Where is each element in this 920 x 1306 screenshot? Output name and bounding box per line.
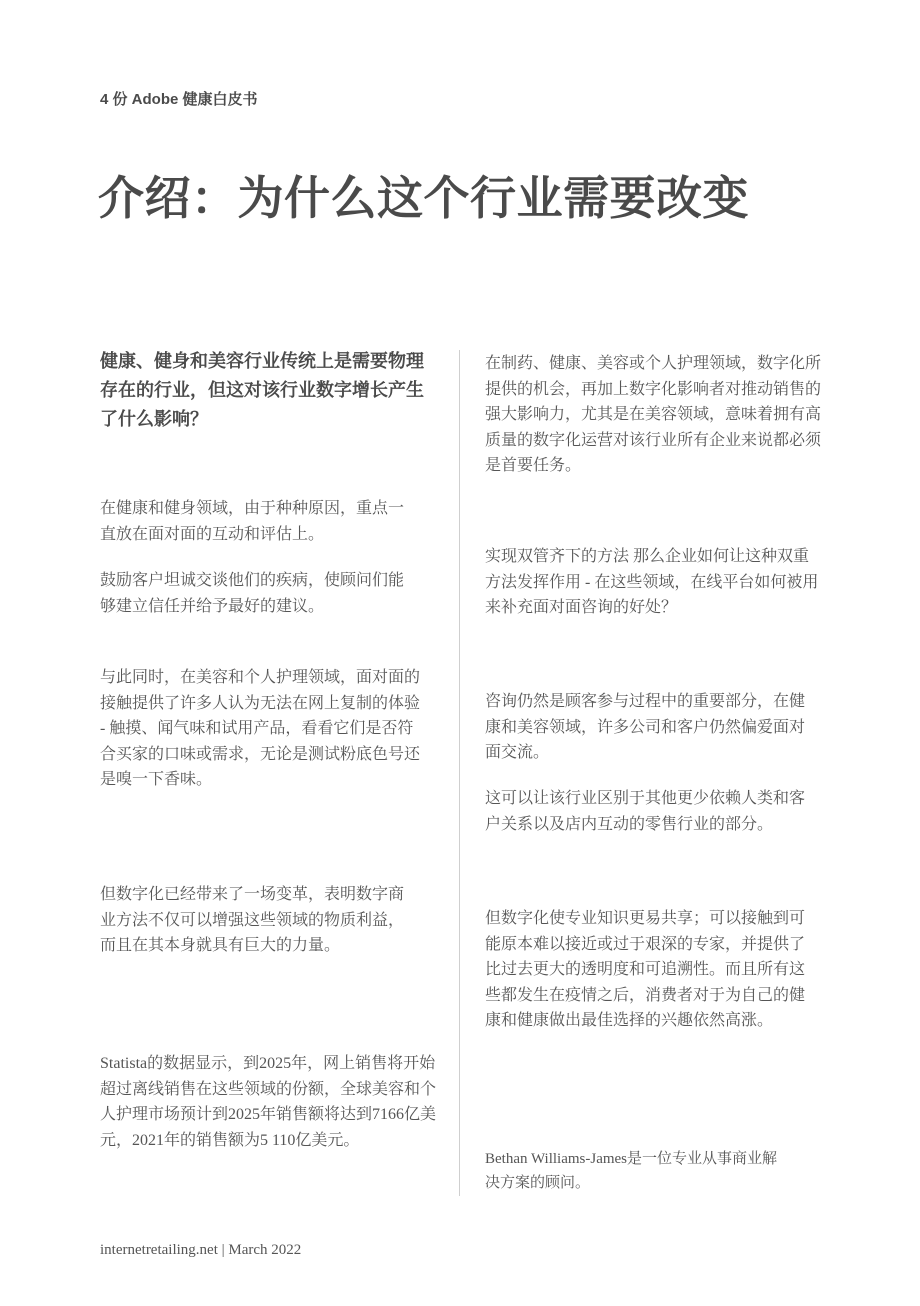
left-paragraph-3: 与此同时，在美容和个人护理领域，面对面的接触提供了许多人认为无法在网上复制的体验 - 触摸、闻气味和试用产品，看看它们是否符合买家的口味或需求，无论是测试粉底色号还是嗅一下香味。 <box>100 669 421 788</box>
author-note: Bethan Williams-James是一位专业从事商业解决方案的顾问。 <box>485 1151 778 1191</box>
left-paragraph-5: Statista的数据显示，到2025年，网上销售将开始超过离线销售在这些领域的份额，全球美容和个人护理市场预计到2025年销售额将达到7166亿美元，2021年的销售额为5 110亿美元。 <box>100 1055 437 1149</box>
right-paragraph-5: 但数字化使专业知识更易共享；可以接触到可能原本难以接近或过于艰深的专家，并提供了比过去更大的透明度和可追溯性。而且所有这些都发生在疫情之后，消费者对于为自己的健康和健康做出最佳选择的兴趣依然高涨。 <box>485 910 806 1029</box>
right-paragraph-4: 这可以让该行业区别于其他更少依赖人类和客户关系以及店内互动的零售行业的部分。 <box>485 790 806 833</box>
left-paragraph-2: 鼓励客户坦诚交谈他们的疾病，使顾问们能够建立信任并给予最好的建议。 <box>100 572 405 615</box>
page-footer: internetretailing.net | March 2022 <box>100 1242 302 1258</box>
lead-question: 健康、健身和美容行业传统上是需要物理存在的行业，但这对该行业数字增长产生了什么影响？ <box>100 351 424 429</box>
page-title: 介绍：为什么这个行业需要改变 <box>98 172 749 224</box>
right-paragraph-1: 在制药、健康、美容或个人护理领域，数字化所提供的机会，再加上数字化影响者对推动销售的强大影响力，尤其是在美容领域，意味着拥有高质量的数字化运营对该行业所有企业来说都必须是首要任务。 <box>485 355 822 474</box>
page-kicker: 4 份 Adobe 健康白皮书 <box>100 91 258 108</box>
column-divider <box>459 350 460 1196</box>
left-paragraph-1: 在健康和健身领域，由于种种原因，重点一直放在面对面的互动和评估上。 <box>100 500 405 543</box>
left-paragraph-4: 但数字化已经带来了一场变革，表明数字商业方法不仅可以增强这些领域的物质利益，而且在其本身就具有巨大的力量。 <box>100 886 405 954</box>
right-paragraph-2: 实现双管齐下的方法 那么企业如何让这种双重方法发挥作用 - 在这些领域，在线平台如何被用来补充面对面咨询的好处？ <box>485 548 819 616</box>
right-paragraph-3: 咨询仍然是顾客参与过程中的重要部分，在健康和美容领域，许多公司和客户仍然偏爱面对面交流。 <box>485 693 806 761</box>
